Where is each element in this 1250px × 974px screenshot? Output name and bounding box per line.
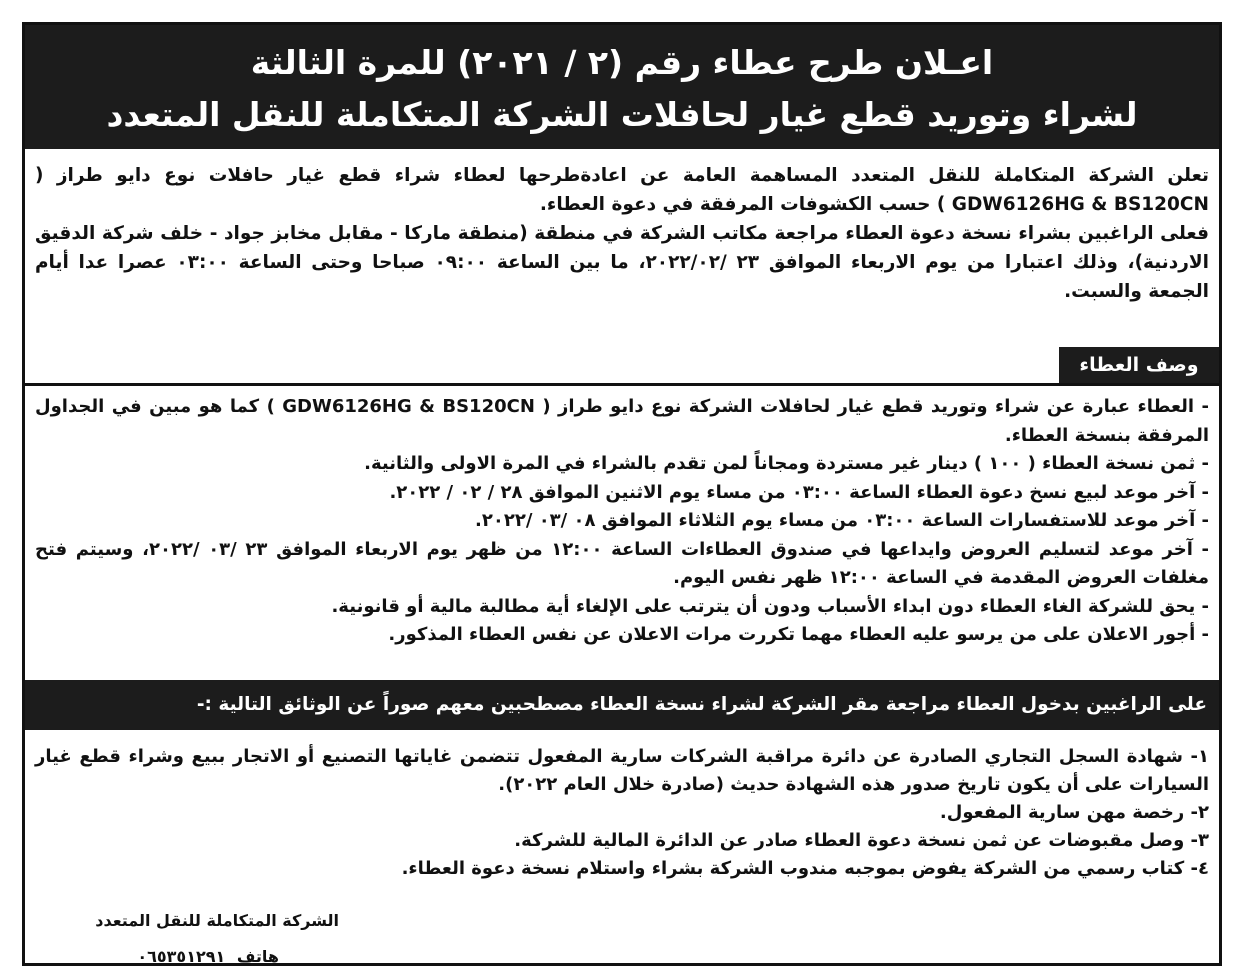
document-item: ٣- وصل مقبوضات عن ثمن نسخة دعوة العطاء صادر عن الدائرة المالية للشركة.: [514, 830, 1209, 851]
phone-line: [131, 947, 279, 966]
required-documents-notice: على الراغبين بدخول العطاء مراجعة مقر الشركة لشراء نسخة العطاء مصطحبين معهم صوراً عن الوثائق التالية :-: [25, 680, 1219, 730]
description-item: - العطاء عبارة عن شراء وتوريد قطع غيار لحافلات الشركة نوع دايو طراز ( GDW6126HG & BS120CN ) كما هو مبين في الجداول المرفقة بنسخة العطاء.: [35, 396, 1209, 446]
phone-label: هاتف: [236, 947, 279, 966]
tender-advertisement: [22, 22, 1222, 966]
description-item: - آخر موعد للاستفسارات الساعة ٠٣:٠٠ من مساء يوم الثلاثاء الموافق ٠٨ /٠٣ /٢٠٢٢.: [475, 510, 1209, 531]
document-item: ٤- كتاب رسمي من الشركة يفوض بموجبه مندوب الشركة بشراء واستلام نسخة دعوة العطاء.: [401, 858, 1209, 879]
ad-subtitle: لشراء وتوريد قطع غيار لحافلات الشركة المتكاملة للنقل المتعدد: [106, 95, 1138, 134]
document-item: ١- شهادة السجل التجاري الصادرة عن دائرة مراقبة الشركات سارية المفعول تتضمن غاياتها التصنيع أو الاتجار ببيع وشراء قطع غيار السيارات على أن يكون تاريخ صدور هذه الشهادة حديث (صادرة خلال العام ٢٠٢٢).: [35, 746, 1209, 795]
intro-paragraph-1: تعلن الشركة المتكاملة للنقل المتعدد المساهمة العامة عن اعادةطرحها لعطاء شراء قطع غيار حافلات نوع دايو طراز ( GDW6126HG & BS120CN ) حسب الكشوفات المرفقة في دعوة العطاء.: [35, 165, 1209, 215]
ad-header: [25, 25, 1219, 149]
documents-list: [35, 743, 1209, 903]
description-list: [35, 393, 1209, 673]
company-name: الشركة المتكاملة للنقل المتعدد: [95, 911, 339, 930]
description-item: - أجور الاعلان على من يرسو عليه العطاء مهما تكررت مرات الاعلان عن نفس العطاء المذكور.: [388, 624, 1209, 645]
intro-paragraph-2: فعلى الراغبين بشراء نسخة دعوة العطاء مراجعة مكاتب الشركة في منطقة (منطقة ماركا - مقابل مخابز جواد - خلف شركة الدقيق الاردنية)، وذلك اعتبارا من يوم الاربعاء الموافق ٢٣ /٢٠٢٢/٠٢، ما بين الساعة ٠٩:٠٠ صباحا وحتى الساعة ٠٣:٠٠ عصرا عدا أيام الجمعة والسبت.: [35, 223, 1210, 302]
description-item: - آخر موعد لتسليم العروض وايداعها في صندوق العطاءات الساعة ١٢:٠٠ من ظهر يوم الاربعاء الموافق ٢٣ /٠٣ /٢٠٢٢، وسيتم فتح مغلفات العروض المقدمة في الساعة ١٢:٠٠ ظهر نفس اليوم.: [35, 538, 1210, 588]
ad-title: اعـلان طرح عطاء رقم (٢ / ٢٠٢١) للمرة الثالثة: [250, 43, 994, 82]
description-item: - ثمن نسخة العطاء ( ١٠٠ ) دينار غير مستردة ومجاناً لمن تقدم بالشراء في المرة الاولى والثانية.: [364, 453, 1209, 474]
description-heading: وصف العطاء: [1059, 347, 1219, 383]
document-item: ٢- رخصة مهن سارية المفعول.: [939, 802, 1209, 823]
description-item: - آخر موعد لبيع نسخ دعوة العطاء الساعة ٠٣:٠٠ من مساء يوم الاثنين الموافق ٢٨ / ٠٢ / ٢٠٢٢.: [389, 481, 1209, 503]
divider: [25, 383, 1219, 386]
intro-text: [35, 161, 1209, 341]
phone-number: ٠٦٥٣٥١٢٩١: [137, 947, 226, 966]
description-item: - يحق للشركة الغاء العطاء دون ابداء الأسباب ودون أن يترتب على الإلغاء أية مطالبة مالية أو قانونية.: [331, 595, 1209, 617]
